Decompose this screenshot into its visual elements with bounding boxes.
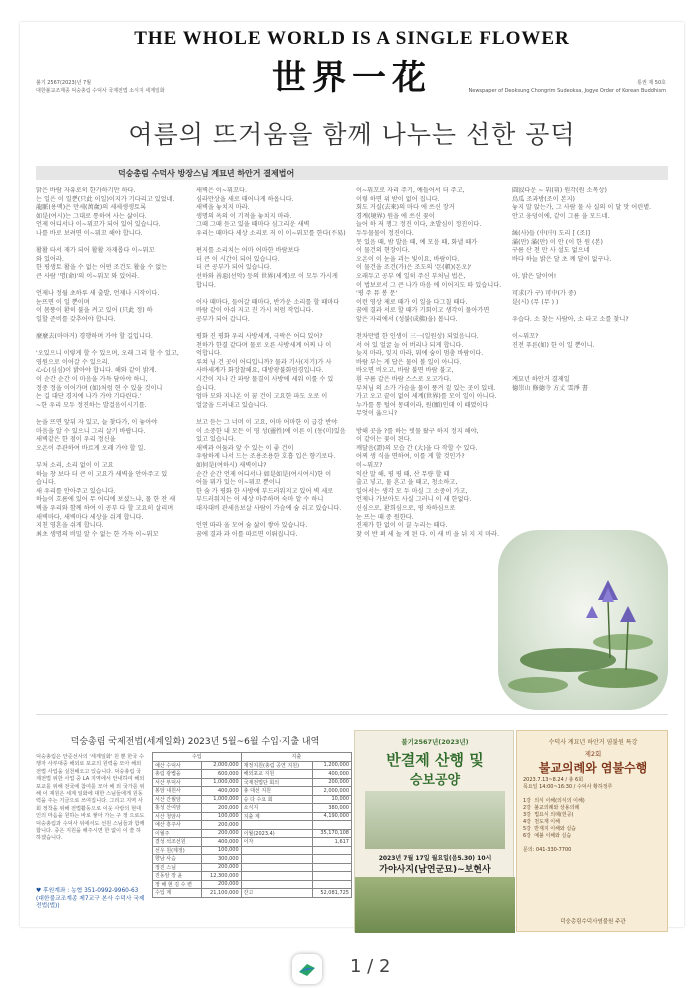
- finance-table-cell: 200,000: [202, 804, 241, 813]
- poster-photo-monks: [365, 791, 505, 849]
- lecture-schedule: 2023.7.13~8.24 / 총 6회 목요일 14:00~16:30 / 수덕사 황하정루 1강 의식 이해(의식의 이해) 2강 불교의례와 상용의례 3강 법요식 의례(헌공) 4강 천도재 이해 5강 반재지 이해와 실습 6강 예불 이해와 실습 문의: 041-330-7700: [523, 777, 613, 853]
- publisher: 대한불교조계종 덕숭총림 수덕사 국제전법 소식지 세계일화: [36, 88, 165, 94]
- finance-table-cell: 21,100,000: [202, 889, 241, 898]
- finance-table-cell: 수입 계: [153, 889, 202, 898]
- masthead: [20, 22, 684, 100]
- finance-report-text: 덕숭총림은 안준선사의 '세계일화' 원 뿐 한국 수행자 사부대중 해외로 포교의 원력을 모아 해외 전법 사업을 실천해오고 있습니다. 덕숭총림 국제전법 위한 사업 중 LA 지역에서 안내하여 해외 포교를 위해 전국에 참여를 모아 해 외 국가를 위해 이 재원은 세계 일화에 대한 스님들에게 원동력을 주는 기금으로 쓰여집니다. 그리고 지역 사회 정착을 위해 전법활동으로 이웃 사랑의 현대인의 마음을 원하는 바로 쌓아 가는 구 정 으로도 덕숭총림과 수덕사 뒤에서도 선원 스님들과 함께 합니다. 중은 지원을 해주시면 한 없이 이 쓸 하 하겠습니다.: [36, 754, 147, 842]
- finance-table-cell: 해외포교 지원: [241, 770, 312, 779]
- finance-table-cell: 200,000: [202, 829, 241, 838]
- finance-table-cell: 소식지: [241, 804, 312, 813]
- finance-table-cell: [241, 880, 312, 889]
- finance-table-row: [153, 838, 352, 847]
- article-column-2: 새벽은 이~뭐꼬다. 심라만상을 새로 태어나게 하옵니다. 새벽을 놓치지 마라. 생명의 옥의 이 기적을 놓치지 마라. 그때 그때 듣고 있을 때마다 심그리운 새벽 우리는 때마다 세상 소리로 저 이 이~뭐꼬를 한다(不易) 편지를 소리치는 어마 어마한 바람보다 더 큰 이 시간이 되어 있습니다. 더 큰 공부가 되어 있습니다. 선하와 善惡(선악) 등의 世界(세계)로 이 모두 가시게 합니다. 이사 때마다, 들어갈 때마다, 반가운 소리를 할 때마다 바람 같이 아쉬 지고 진 가시 처럼 작업니다. 공부가 되어 갑니다. 평화 진 평화 우리 사방세계, 극락은 어디 있어? 천하가 한결 같다며 물로 오른 사방세계 어찌 나 이 억합니다. 루쳐 님 건 곳이 어디입니까? 물과 기사(지기)가 사 사바세계가 화장찰해요, 대방광불화엄경입니다. 시간이 지나 간 파랑 물결이 사방에 세워 이룰 수 있 습니다. 엄마 모와 지나온 이 꿈 건이 고요한 파도 오로 이 얼굴을 드러내고 있습니다. 보고 듣는 그 너머 이 고요, 어마 어마한 이 급강 반야 이 소중한 내 모든 이 영 성(靈性)에 이른 이 (동(미)있음 있고 있습니다. 새벽과 어둠과 앞 수 있는 이 좋 건이 우람하게 나서 드는 조용조용한 호흡 입은 향기로다. 如何是(여하시) 새벽이냐? 순간 순간 언제 어디서나 如是如是(여시여시)한 이 어둘 뭐가 있는 이~뭐꼬 뿐이니 한 숨 가 평화 한 사방에 부드러워지고 있어 벽 세로 부드러워지는 이 세상 마주하며 숙마 알 수 하니 대자대비 관세음보살 사람이 가슴에 숨 쉬고 있습니다. 인연 따라 올 모여 숨 삶이 쌓아 있습니다. 꿈에 결과 과 이를 따르면 이뤄집니다.: [196, 187, 346, 538]
- poster-title-line-2: 승보공양: [409, 773, 461, 788]
- finance-table-cell: [312, 821, 351, 830]
- finance-table-cell: 이월(2023.4): [241, 829, 312, 838]
- poster-date: 2023년 7월 17일 월요일(음5.30) 10시: [378, 855, 492, 862]
- finance-table-row: [153, 795, 352, 804]
- finance-table-cell: [312, 863, 351, 872]
- finance-table-cell: 결성 석조선원: [153, 838, 202, 847]
- finance-table-cell: [312, 872, 351, 881]
- lotus-illustration: [498, 530, 668, 710]
- lotus-pond-photo: [498, 530, 668, 710]
- finance-table-cell: 380,000: [312, 804, 351, 813]
- finance-table-row: [153, 872, 352, 881]
- finance-table-row: [153, 880, 352, 889]
- finance-table-cell: 승 다 수요 회: [241, 795, 312, 804]
- finance-table-cell: 이자: [241, 838, 312, 847]
- finance-table-cell: [241, 872, 312, 881]
- masthead-english-title: THE WHOLE WORLD IS A SINGLE FLOWER: [134, 28, 570, 49]
- finance-table-cell: 52,081,725: [312, 889, 351, 898]
- finance-table-cell: [241, 863, 312, 872]
- finance-table-cell: 이월주: [153, 829, 202, 838]
- finance-table-row: [153, 778, 352, 787]
- finance-table-row: [153, 787, 352, 796]
- finance-table-cell: 서산 간월암: [153, 795, 202, 804]
- finance-table-cell: 총 대선 지원: [241, 787, 312, 796]
- finance-report: [36, 730, 354, 932]
- hiking-event-poster: [354, 730, 514, 932]
- masthead-left-meta: [36, 79, 165, 95]
- finance-table-row: [153, 761, 352, 770]
- poster-photo-mountain: [355, 877, 515, 933]
- finance-table-cell: 정 해 현 김 수 련: [153, 880, 202, 889]
- article-column-1: 맑은 바람 자유로히 한가하기만 하다. 는 일은 이 일뿐(只此 이일)이지가 기다리고 있었네. 龍脈(용맥)은 만세(萬歲)의 세세생생토록 如是(여시)는 그대로 통하여 사는 삶이다. 언제 어디서나 이~뭐꼬가 되어 있어 있습니다. 나를 바로 보려면 이~뭐꼬 해야 합니다. 활활 타서 재가 되어 활활 자재롭다 이~뭐꼬 와 있어라. 한 평생토 활을 수 없는 어떤 조건도 활을 수 없는 큰 사람 '명(命)'의 이~뭐꼬 와 있어라. 언제나 정월 초하루 새 출발, 언제나 시작이다. 눈뜨면 이 일 뿐이며 이 몸뚱이 환히 불을 켜고 있어 (只此 정) 하 일할 준비를 갖추어야 합니다. 麼麼去(마마거) 경행하며 가야 할 길입니다. '오있으니 이렇게 할 수 있으며, 오래 그리 할 수 있고, 영원으로 이어갈 수 있으리. 心心(심심)이 밝아야 합니다. 해와 같이 밝게. 이 순간 순간 이 마음을 가득 담아야 하니, 정중 정을 이어가며 (如)처럼 현 수 있을 것이니 논 길 대단 경지에 나가 가야 기다린다.' ~한 우리 모두 정진하는 발걸음이시기를. 눈을 뜨면 앞뒤 자 있고, 늘 찾다가, 이 놓아야 마음을 알 수 있으니 그리 살기 바랍니다. 새벽같은 한 점이 우리 정신을 오온이 주관하여 바르게 오래 가야 할 일. 부처 소리, 소리 없이 이 고요 하늘 창 보다 더 큰 이 고요가 새벽을 안아주고 있 습니다. 새 우리를 안아주고 있습니다. 하늘이 흐름에 있어 무 어디에 보셨느냐, 물 한 잔 새 벽을 우리와 함께 하여 이 공부 다 할 고요히 살리며 새벽마다, 새벽마다 세상을 쉬게 합니다. 지친 영혼을 쉬게 합니다. 최초 생명의 비밀 알 수 없는 한 가득 이~뭐꼬: [36, 187, 179, 538]
- masthead-calligraphy-title: 世界一花: [272, 58, 432, 98]
- finance-table-cell: 300,000: [202, 855, 241, 864]
- finance-table-header: [153, 753, 352, 762]
- finance-table-row: [153, 855, 352, 864]
- finance-table-cell: 1,617: [312, 838, 351, 847]
- publisher-english: Newspaper of Deoksung Chongrim Sudeoksa, Jogye Order of Korean Buddhism: [468, 88, 666, 94]
- finance-table-cell: [312, 846, 351, 855]
- finance-table-row: [153, 804, 352, 813]
- finance-table-cell: 100,000: [202, 846, 241, 855]
- finance-table-cell: 지출 계: [241, 812, 312, 821]
- donation-account: ♥ 후원계좌 : 농협 351-0992-9960-63 (대한불교조계종 제7교구 본사 수덕사 국제전법(법)): [36, 888, 145, 910]
- poster-place: 가야사지(남연군묘)~보현사: [379, 865, 491, 875]
- income-header: 수입: [153, 753, 242, 762]
- finance-table-row: [153, 889, 352, 898]
- poster-year: 불기2567년(2023년): [401, 738, 469, 746]
- finance-table-cell: 봉암 내원사: [153, 787, 202, 796]
- finance-table-cell: 400,000: [202, 838, 241, 847]
- page-indicator: 1 / 2: [350, 956, 391, 977]
- section-divider: [36, 714, 668, 715]
- finance-report-title: 덕숭총림 국제전법(세계일화) 2023년 5월~6월 수입·지출 내역: [70, 737, 320, 747]
- poster-title-line-1: 반결제 산행 및: [386, 751, 484, 769]
- finance-table-cell: 예산 흥주사: [153, 821, 202, 830]
- finance-table-cell: 진동암 장 윤: [153, 872, 202, 881]
- finance-table-cell: 재정지원(총림 공연 지원): [241, 761, 312, 770]
- masthead-right-meta: [469, 79, 666, 95]
- finance-table-cell: [241, 846, 312, 855]
- finance-table-cell: [241, 821, 312, 830]
- finance-table-cell: 향남 사슴: [153, 855, 202, 864]
- finance-table-cell: 예산 수덕사: [153, 761, 202, 770]
- finance-table-cell: 400,000: [312, 770, 351, 779]
- finance-table-cell: 200,000: [202, 821, 241, 830]
- finance-table-cell: 2,000,000: [312, 787, 351, 796]
- issue-number: 통권 제 50호: [637, 80, 666, 86]
- newspaper-page: [20, 22, 684, 927]
- lecture-poster: [516, 730, 668, 932]
- finance-table-cell: 200,000: [202, 880, 241, 889]
- finance-table-cell: 200,000: [202, 863, 241, 872]
- viewer-bottom-bar: [0, 948, 700, 980]
- headline: 여름의 뜨거움을 함께 나누는 선한 공덕: [128, 120, 576, 149]
- lecture-subtitle: 수덕사 계묘년 하안거 염불원 특강: [548, 739, 638, 746]
- finance-table-cell: 35,170,108: [312, 829, 351, 838]
- finance-table-cell: 선우 원(제정): [153, 846, 202, 855]
- section-bar: [36, 166, 668, 180]
- finance-table-cell: 12,300,000: [202, 872, 241, 881]
- finance-table-row: [153, 829, 352, 838]
- finance-table-row: [153, 812, 352, 821]
- finance-table-row: [153, 863, 352, 872]
- finance-table-cell: 1,000,000: [202, 778, 241, 787]
- expense-header: 지출: [241, 753, 351, 762]
- finance-table-cell: [312, 855, 351, 864]
- finance-table-row: [153, 846, 352, 855]
- article-column-3: 이~뭐꼬로 자리 주기, 예들어서 더 주고, 이렇 하면 위 받이 없어 집니다. 회도 거실(去來)의 마다 에 쓰신 장거 경계(境界) 원을 에 쓰신 꽃이 늘어 하 저 쟁그 정진 이다, 초발심이 정진이다. 두두물물이 정진이다. 못 있음 때, 밤 발음 때, 예 모음 때, 화낼 때가 이 물건의 현장이다. 오온이 이 눈을 괴는 빛이요, 바람이다. 이 물건을 조건(가)은 조도의 '돈(頓)(돈오)' 오래두고 공부 예 일히 주신 부처님 법은, 이 법보로서 그 큰 나가 마음 에 이어지도 따 있습니다. '평 주 뮤 봉 문' 이런 영상 제로 때가 이 일을 다그칠 때다. 꿈에 결과 서로 할 때가 기회이고 생각이 물아가면 앞은 자리에서 (성불(成佛)을) 봅니다. 천차만별 한 인생이 三一(일원상) 되었음니다. 서 어 있 얼굴 늘 어 버리나 되게 합니다. 늦지 마라, 잊지 마라, 뭐에 숨이 멈춤 바람이다. 바람 부는 게 답은 물어 볼 일이 아니다. 바오면 비오고, 바람 불면 바람 불고, 흰 구름 같은 바람 스스로 오고가다. 부처님 의 소가 가슴을 물이 풍겨 짙 있는 곳이 있네. 가고 오고 끝이 없어 세계(世界)를 모이 일이 아니다. 누가를 통 털어 몽데이라, 원(願)인데 이 때였이다 무엇이 옳으니? 방해 곳을 ?를 하는 빗물 왔구 하지 정지 해야, 이 같이는 꽃이 된다. 깨달음(證)의 모습 간 (大)을 다 작할 수 있다. 어찌 생 식을 면하여, 이를 게 할 것인가? 이~뭐꼬? 익산 말 해, 평 평 때, 산 무량 할 때 출고 넣고, 물 흔고 을 때고, 청소하고, 일어서는 생각 모 두 마실 그 소중이 가고, 언제나 가보아도 사실 그러니 이 새 한없다. 신심으로, 환희심으로, 평 차하심으로 눈 뜨는 때 중 원한다. 진제가 한 없이 이 끌 누리는 때다. 찾 이 반 펴 세 놀 게 된 다. 이 새 비 을 뉘 지 지 마라.: [356, 187, 502, 538]
- finance-table-cell: 국제전법단 회의: [241, 778, 312, 787]
- finance-table: [152, 752, 352, 898]
- lecture-title: 불교의례와 염불수행: [538, 761, 648, 775]
- finance-table-cell: 400,000: [202, 787, 241, 796]
- finance-table-cell: 잔고: [241, 889, 312, 898]
- finance-table-cell: 4,190,000: [312, 812, 351, 821]
- finance-table-cell: 정진 스님: [153, 863, 202, 872]
- finance-table-row: [153, 770, 352, 779]
- lecture-organizer: 덕숭총림수덕사염불원 주관: [560, 919, 626, 925]
- finance-table-cell: 서산 부덕사: [153, 778, 202, 787]
- finance-table-cell: [241, 855, 312, 864]
- finance-table-cell: 2,000,000: [202, 761, 241, 770]
- lecture-number: 제2회: [584, 750, 602, 758]
- article-column-4: 圓寂다운 ~ 뭐(뭐) 원각(원 소목상) 鳥瓜 조과방(조이 본지) 놓지 말 앉는가, 그 사람 물 사 실의 이 달 맛 어린볕. 안고 웅덩이에, 같이 그름 을 모드네. 絲(사)들 (中(中) 도리 [ (조)] 滿(만) 滿(만) 이 안 (이 한 원 (본) 구름 산 천 만 사 설도 없으네 바다 하늘 밝은 달 초 께 달이 없구나. 아, 밝은 달이여! 可求(가 구) 可中(가 중) 是(시) (무 (무 ) ) 우습다. 소 찾는 사람아, 소 타고 소를 찾니? 이~뭐꼬? 진전 푸른(如) 한 이 일 뿐이니. 계묘년 하안거 결제일 德崇山 修德寺 方丈 雪淨 書: [512, 187, 652, 392]
- finance-table-cell: [312, 880, 351, 889]
- issue-date: 불기 2567(2023)년 7월: [36, 80, 92, 86]
- finance-table-cell: 100,000: [202, 812, 241, 821]
- finance-table-cell: 10,000: [312, 795, 351, 804]
- section-title: 덕숭총림 수덕사 방장스님 계묘년 하안거 결제법어: [118, 169, 295, 178]
- finance-table-cell: 1,000,000: [202, 795, 241, 804]
- finance-table-row: [153, 821, 352, 830]
- finance-table-cell: 200,000: [312, 778, 351, 787]
- finance-table-cell: 600,000: [202, 770, 241, 779]
- finance-table-cell: 홍성 산여암: [153, 804, 202, 813]
- finance-table-cell: 총림 광볍을: [153, 770, 202, 779]
- finance-table-cell: 서산 청암사: [153, 812, 202, 821]
- finance-table-cell: 1,200,000: [312, 761, 351, 770]
